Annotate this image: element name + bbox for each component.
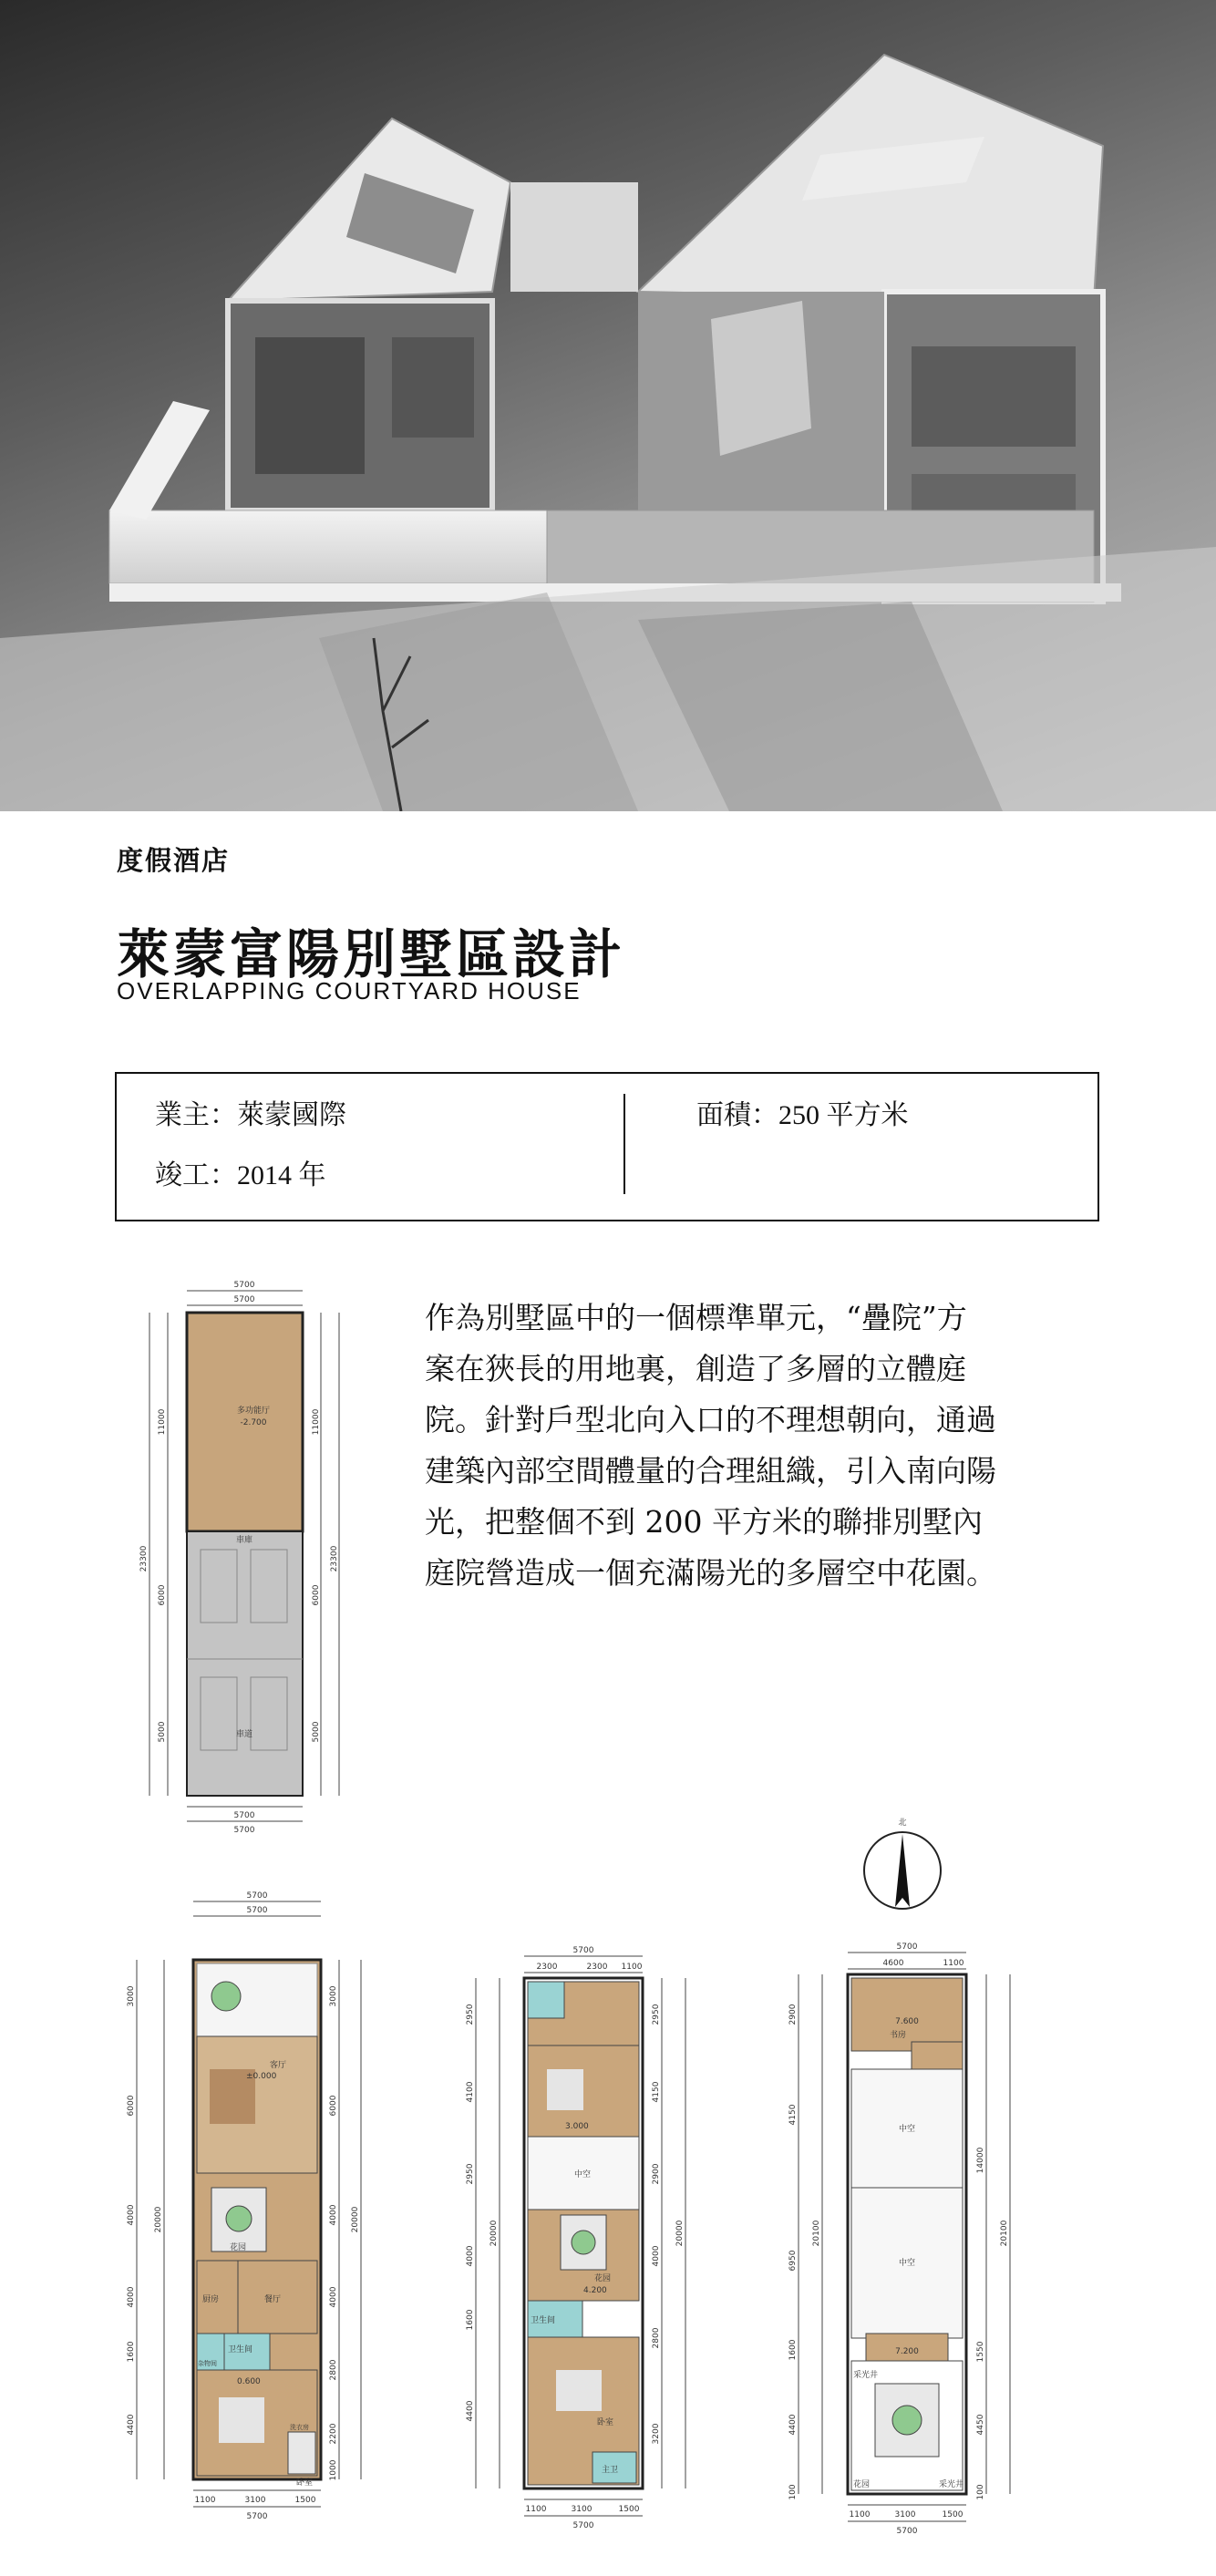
dim-label: 20000: [351, 2206, 360, 2233]
level-label: ±0.000: [246, 2072, 277, 2081]
room-label: 杂物间: [198, 2360, 217, 2367]
dim-label: 3100: [571, 2505, 593, 2514]
room-label: 花园: [230, 2243, 247, 2252]
dim-label: 5700: [896, 2527, 918, 2536]
completion-text: 竣工：2014 年: [155, 1160, 326, 1190]
dim-label: 4400: [466, 2400, 475, 2422]
tree-icon: [892, 2406, 922, 2435]
dim-label: 4150: [652, 2081, 661, 2103]
description-line: 建築內部空間體量的合理組織，引入南向陽: [425, 1453, 996, 1489]
level-label: 7.200: [895, 2347, 919, 2356]
dim-label: 5000: [158, 1721, 167, 1743]
room-label: 洗衣房: [290, 2424, 309, 2431]
dim-label: 4000: [466, 2245, 475, 2267]
dim-label: 1100: [943, 1959, 964, 1968]
room-label: 采光井: [853, 2371, 879, 2380]
level-label: 3.000: [565, 2122, 589, 2131]
level-label: -2.700: [240, 1418, 267, 1427]
dim-label: 2300: [586, 1963, 608, 1972]
room-label: 花园: [594, 2274, 612, 2283]
dim-label: 4400: [788, 2414, 798, 2436]
room-label: 书房: [889, 2031, 907, 2040]
dim-label: 14000: [976, 2147, 985, 2174]
room-label: 主卫: [602, 2466, 619, 2475]
dim-label: 2950: [466, 2004, 475, 2025]
level-label: 4.200: [583, 2286, 607, 2295]
info-box: [115, 1072, 1099, 1221]
description-line: 作為別墅區中的一個標準單元，“疊院”方: [425, 1300, 967, 1335]
dim-label: 2800: [329, 2359, 338, 2381]
dim-label: 4400: [127, 2414, 136, 2436]
dim-label: 5700: [572, 1946, 594, 1955]
dim-label: 1100: [194, 2496, 216, 2505]
dim-label: 2900: [788, 2004, 798, 2025]
dim-label: 4000: [127, 2204, 136, 2226]
room-label: 卧室: [597, 2418, 614, 2427]
dim-label: 6950: [788, 2250, 798, 2272]
room-label: 多功能厅: [236, 1406, 271, 1416]
dim-label: 4100: [466, 2081, 475, 2103]
dim-label: 6000: [127, 2095, 136, 2117]
room-label: 車道: [235, 1730, 253, 1739]
dim-label: 6000: [158, 1584, 167, 1606]
dim-label: 1600: [788, 2339, 798, 2361]
model-photo: [0, 0, 1216, 811]
tree-icon: [211, 1982, 241, 2011]
basement-floor-plan: [128, 1276, 392, 1841]
room-label: 卧室: [296, 2478, 314, 2488]
room-label: 餐厅: [264, 2295, 282, 2304]
dim-label: 5700: [246, 1891, 268, 1901]
dim-label: 5700: [233, 1811, 255, 1820]
dim-label: 20000: [154, 2206, 163, 2233]
dim-label: 5000: [312, 1721, 321, 1743]
dim-label: 4150: [788, 2104, 798, 2126]
north-label: 北: [898, 1819, 907, 1828]
dim-label: 100: [788, 2484, 798, 2500]
tree-icon: [226, 2206, 252, 2231]
dim-label: 5700: [246, 2512, 268, 2521]
level-label: 7.600: [895, 2017, 919, 2026]
level-label: 0.600: [237, 2377, 261, 2386]
study-room: [851, 1978, 963, 2051]
dim-label: 3100: [244, 2496, 266, 2505]
dim-label: 1100: [525, 2505, 547, 2514]
dim-label: 2900: [652, 2163, 661, 2185]
dim-label: 5700: [246, 1906, 268, 1915]
dim-label: 1500: [942, 2510, 964, 2519]
room-label: 卫生间: [228, 2345, 253, 2354]
dim-label: 1500: [294, 2496, 316, 2505]
dim-label: 3200: [652, 2423, 661, 2445]
dim-label: 2300: [536, 1963, 558, 1972]
description: [425, 1293, 1118, 1599]
dim-label: 100: [976, 2484, 985, 2500]
dim-label: 6000: [329, 2095, 338, 2117]
info-divider: [623, 1094, 625, 1194]
dim-label: 1600: [127, 2341, 136, 2363]
description-line: 案在狹長的用地裏，創造了多層的立體庭: [425, 1351, 966, 1386]
owner-text: 業主：萊蒙國際: [155, 1100, 346, 1130]
dim-label: 1550: [976, 2341, 985, 2363]
dim-label: 5700: [572, 2521, 594, 2530]
dim-label: 4600: [882, 1959, 904, 1968]
dim-label: 3100: [894, 2510, 916, 2519]
dim-label: 4000: [329, 2204, 338, 2226]
second-floor-plan: [456, 1942, 711, 2543]
dim-label: 4000: [652, 2245, 661, 2267]
room-label: 中空: [574, 2170, 592, 2179]
category-label: 度假酒店: [117, 847, 231, 876]
dim-label: 11000: [158, 1408, 167, 1436]
dim-label: 3000: [127, 1985, 136, 2007]
dim-label: 4000: [329, 2286, 338, 2308]
dim-label: 1100: [849, 2510, 871, 2519]
dim-label: 1000: [329, 2459, 338, 2481]
room-label: 花园: [853, 2480, 871, 2489]
garage-area: [187, 1531, 303, 1796]
north-arrow-icon: [864, 1832, 941, 1909]
room-label: 采光井: [939, 2480, 964, 2489]
project-title-english: OVERLAPPING COURTYARD HOUSE: [117, 977, 582, 1005]
dim-label: 11000: [312, 1408, 321, 1436]
dim-label: 5700: [233, 1295, 255, 1304]
dim-label: 1100: [621, 1963, 643, 1972]
dim-label: 2800: [652, 2327, 661, 2349]
dim-label: 5700: [233, 1826, 255, 1835]
dim-label: 4000: [127, 2286, 136, 2308]
dim-label: 1500: [618, 2505, 640, 2514]
roof-floor-plan: [775, 1814, 1048, 2543]
room-label: 客厅: [270, 2061, 287, 2070]
dim-label: 6000: [312, 1584, 321, 1606]
dim-label: 20000: [489, 2220, 499, 2247]
area-text: 面積：250 平方米: [696, 1100, 909, 1130]
dim-label: 2950: [466, 2163, 475, 2185]
room-label: 厨房: [202, 2295, 220, 2304]
laundry: [288, 2432, 315, 2474]
dim-label: 23300: [330, 1545, 339, 1572]
dim-label: 5700: [896, 1942, 918, 1952]
room-label: 車庫: [235, 1536, 253, 1545]
dim-label: 5700: [233, 1281, 255, 1290]
dim-label: 23300: [139, 1545, 149, 1572]
dim-label: 20000: [675, 2220, 685, 2247]
ground-floor-plan: [109, 1887, 383, 2543]
dim-label: 20100: [1000, 2220, 1009, 2247]
dim-label: 2950: [652, 2004, 661, 2025]
dim-label: 20100: [812, 2220, 821, 2247]
description-line: 庭院營造成一個充滿陽光的多層空中花園。: [425, 1555, 996, 1591]
room-label: 中空: [898, 2125, 916, 2134]
description-line: 院。針對戶型北向入口的不理想朝向，通過: [425, 1402, 996, 1437]
dim-label: 2200: [329, 2423, 338, 2445]
dim-label: 3000: [329, 1985, 338, 2007]
room-label: 卫生间: [531, 2316, 556, 2325]
description-line: 光，把整個不到 200 平方米的聯排別墅內: [425, 1504, 983, 1540]
tree-icon: [572, 2231, 595, 2254]
dim-label: 4450: [976, 2414, 985, 2436]
project-title: 萊蒙富陽別墅區設計: [117, 925, 626, 984]
room-label: 中空: [898, 2259, 916, 2268]
model-photo-drawing: [0, 0, 1216, 811]
dim-label: 1600: [466, 2309, 475, 2331]
